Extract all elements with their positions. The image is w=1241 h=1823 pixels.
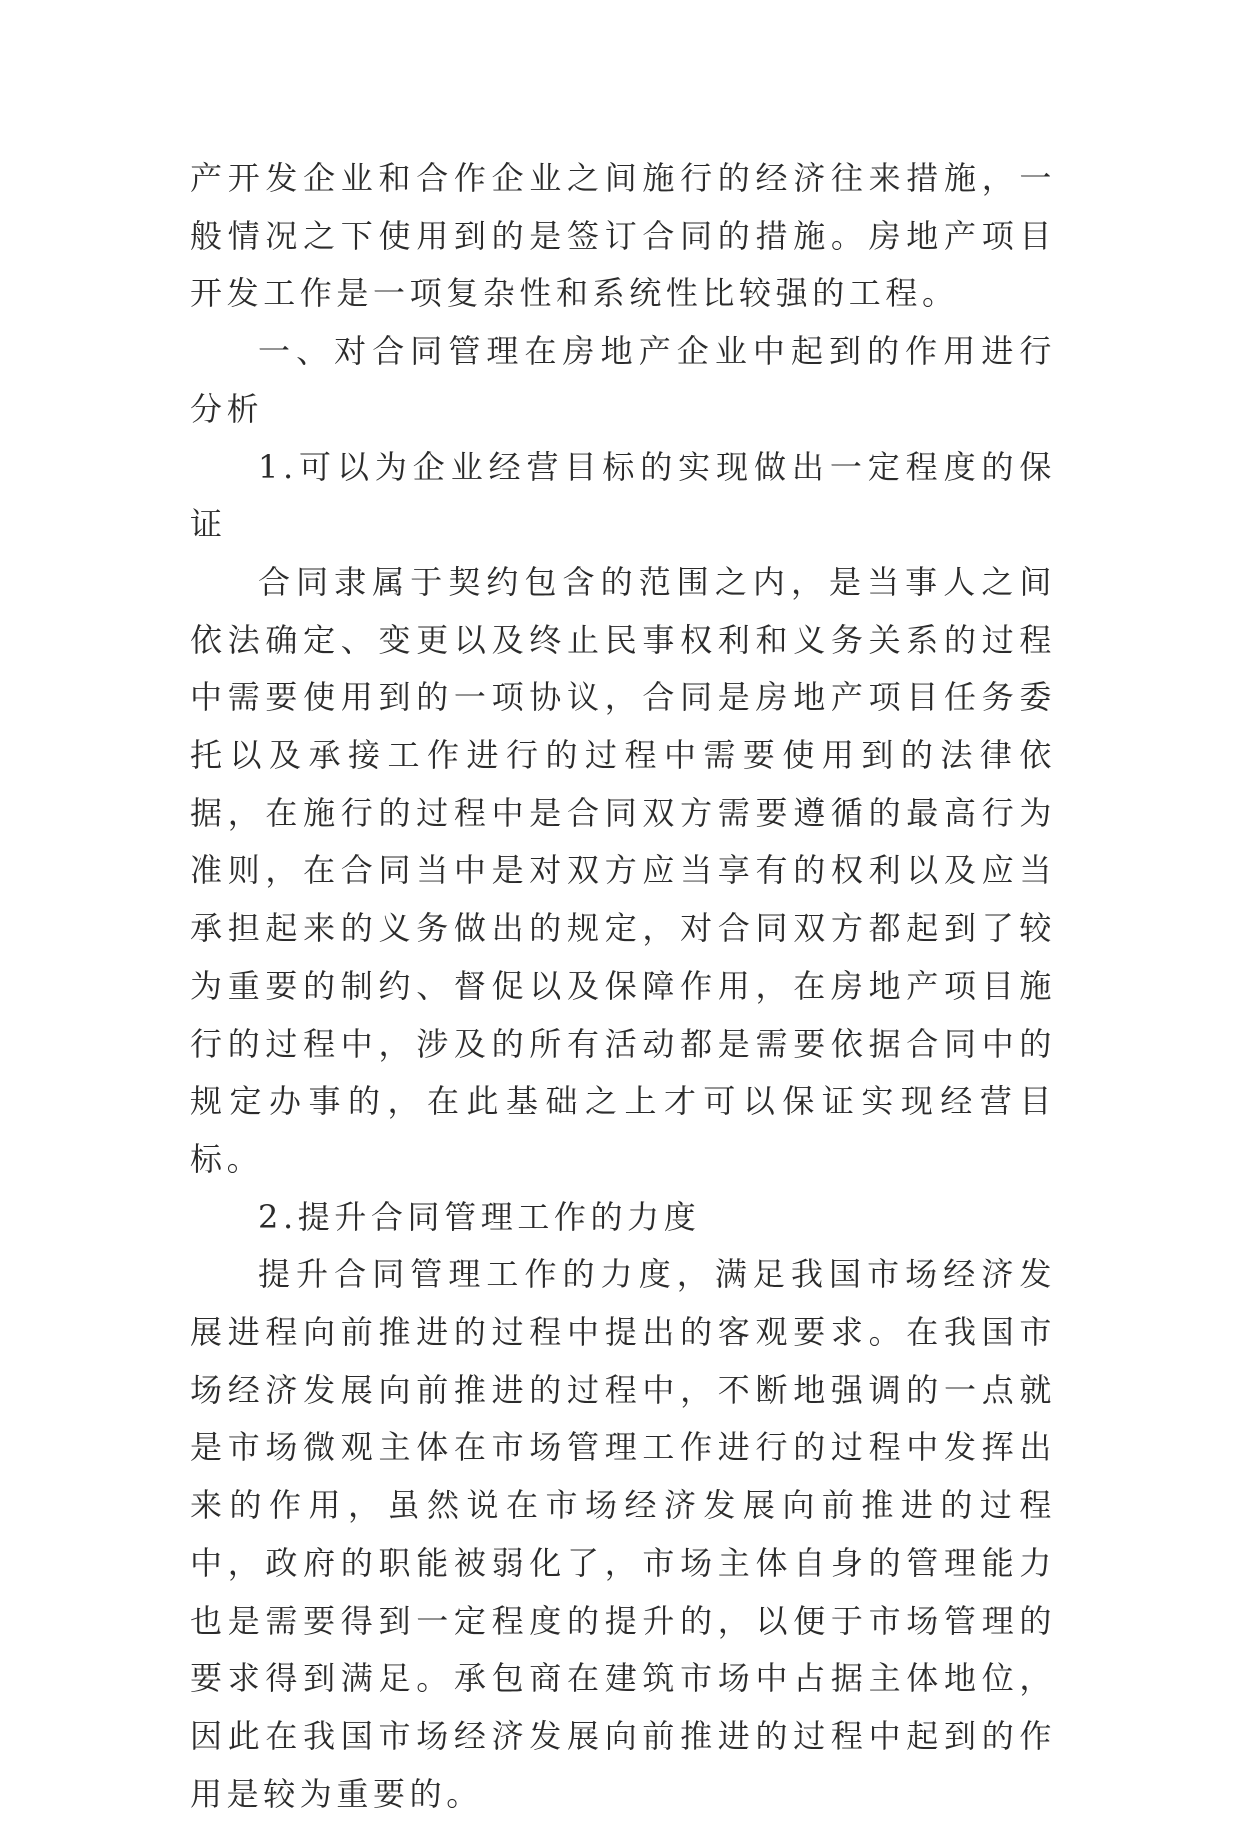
- subsection-heading-1: 1.可以为企业经营目标的实现做出一定程度的保证: [190, 447, 1056, 544]
- section-heading: 一、对合同管理在房地产企业中起到的作用进行分析: [190, 332, 1056, 428]
- document-page: [190, 150, 1056, 1823]
- paragraph-body-2: 提升合同管理工作的力度，满足我国市场经济发展进程向前推进的过程中提出的客观要求。在我国市场经济发展向前推进的过程中，不断地强调的一点就是市场微观主体在市场管理工作进行的过程中发挥出来的作用，虽然说在市场经济发展向前推进的过程中，政府的职能被弱化了，市场主体自身的管理能力也是需要得到一定程度的提升的，以便于市场管理的要求得到满足。承包商在建筑市场中占据主体地位，因此在我国市场经济发展向前推进的过程中起到的作用是较为重要的。: [190, 1255, 1056, 1813]
- subsection-heading-2: 2.提升合同管理工作的力度: [258, 1197, 701, 1236]
- paragraph-continuation: 产开发企业和合作企业之间施行的经济往来措施，一般情况之下使用到的是签订合同的措施。房地产项目开发工作是一项复杂性和系统性比较强的工程。: [190, 159, 1056, 313]
- paragraph-body-1: 合同隶属于契约包含的范围之内，是当事人之间依法确定、变更以及终止民事权利和义务关系的过程中需要使用到的一项协议，合同是房地产项目任务委托以及承接工作进行的过程中需要使用到的法律依据，在施行的过程中是合同双方需要遵循的最高行为准则，在合同当中是对双方应当享有的权利以及应当承担起来的义务做出的规定，对合同双方都起到了较为重要的制约、督促以及保障作用，在房地产项目施行的过程中，涉及的所有活动都是需要依据合同中的规定办事的，在此基础之上才可以保证实现经营目标。: [190, 562, 1056, 1178]
